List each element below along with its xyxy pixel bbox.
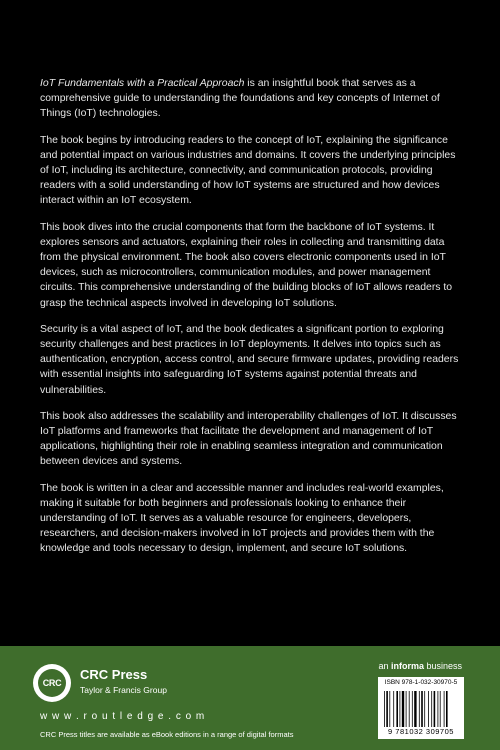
paragraph-5: This book also addresses the scalability and interoperability challenges of IoT. It discusses IoT platforms and frameworks that facilitate the development and management of IoT applications, highlighting their role in enabling seamless integration and communication between devices and systems. [40, 410, 457, 468]
informa-tagline [378, 661, 462, 671]
informa-brand: informa [390, 661, 424, 671]
isbn-label: ISBN 978-1-032-30970-5 [384, 679, 458, 686]
paragraph-3: This book dives into the crucial components that form the backbone of IoT systems. It explores sensors and actuators, explaining their roles in collecting and transmitting data from the physical environment. The book also covers electronic components used in IoT devices, such as microcontrollers, communication modules, and power management circuits. This comprehensive understanding of the building blocks of IoT allows readers to grasp the technical aspects involved in developing IoT solutions. [40, 221, 453, 309]
description-text [40, 76, 460, 568]
top-band [0, 0, 500, 16]
book-title-italic: IoT Fundamentals with a Practical Approach [40, 78, 245, 89]
paragraph-1-rest: is an insightful book that serves as a comprehensive guide to understanding the foundations and key concepts of Internet of Things (IoT) technologies. [40, 78, 440, 120]
paragraph-4: Security is a vital aspect of IoT, and the book dedicates a significant portion to exploring security challenges and best practices in IoT deployments. It delves into topics such as authentication, encryption, access control, and secure firmware updates, providing readers with essential insights into safeguarding IoT systems against potential threats and vulnerabilities. [40, 323, 459, 396]
logo-text: CRC [42, 678, 62, 688]
logo-inner [38, 669, 66, 697]
publisher-group: Taylor & Francis Group [80, 685, 167, 695]
paragraph-1 [40, 76, 460, 122]
paragraph-6: The book is written in a clear and accessible manner and includes real-world examples, making it suitable for both beginners and professionals looking to enhance their understanding of IoT. It serves as a valuable resource for engineers, developers, researchers, and decision-makers involved in IoT projects and provides them with the knowledge and tools necessary to design, implement, and secure IoT solutions. [40, 482, 444, 555]
informa-prefix: an [378, 661, 391, 671]
publisher-name: CRC Press [80, 667, 148, 682]
crc-logo-icon [33, 664, 71, 702]
publisher-footer [0, 646, 500, 750]
barcode-box [378, 677, 464, 739]
barcode-number: 9 781032 309705 [388, 727, 454, 736]
informa-suffix: business [423, 661, 462, 671]
ebook-availability: CRC Press titles are available as eBook editions in a range of digital formats [40, 730, 294, 739]
paragraph-2: The book begins by introducing readers to the concept of IoT, explaining the significance and potential impact on various industries and domains. It covers the underlying principles of IoT, including its architecture, connectivity, and communication protocols, providing readers with a solid understanding of how IoT systems are structured and how devices interact within an IoT ecosystem. [40, 134, 456, 207]
barcode-icon [384, 691, 459, 729]
website-link[interactable]: w w w . r o u t l e d g e . c o m [40, 711, 206, 722]
